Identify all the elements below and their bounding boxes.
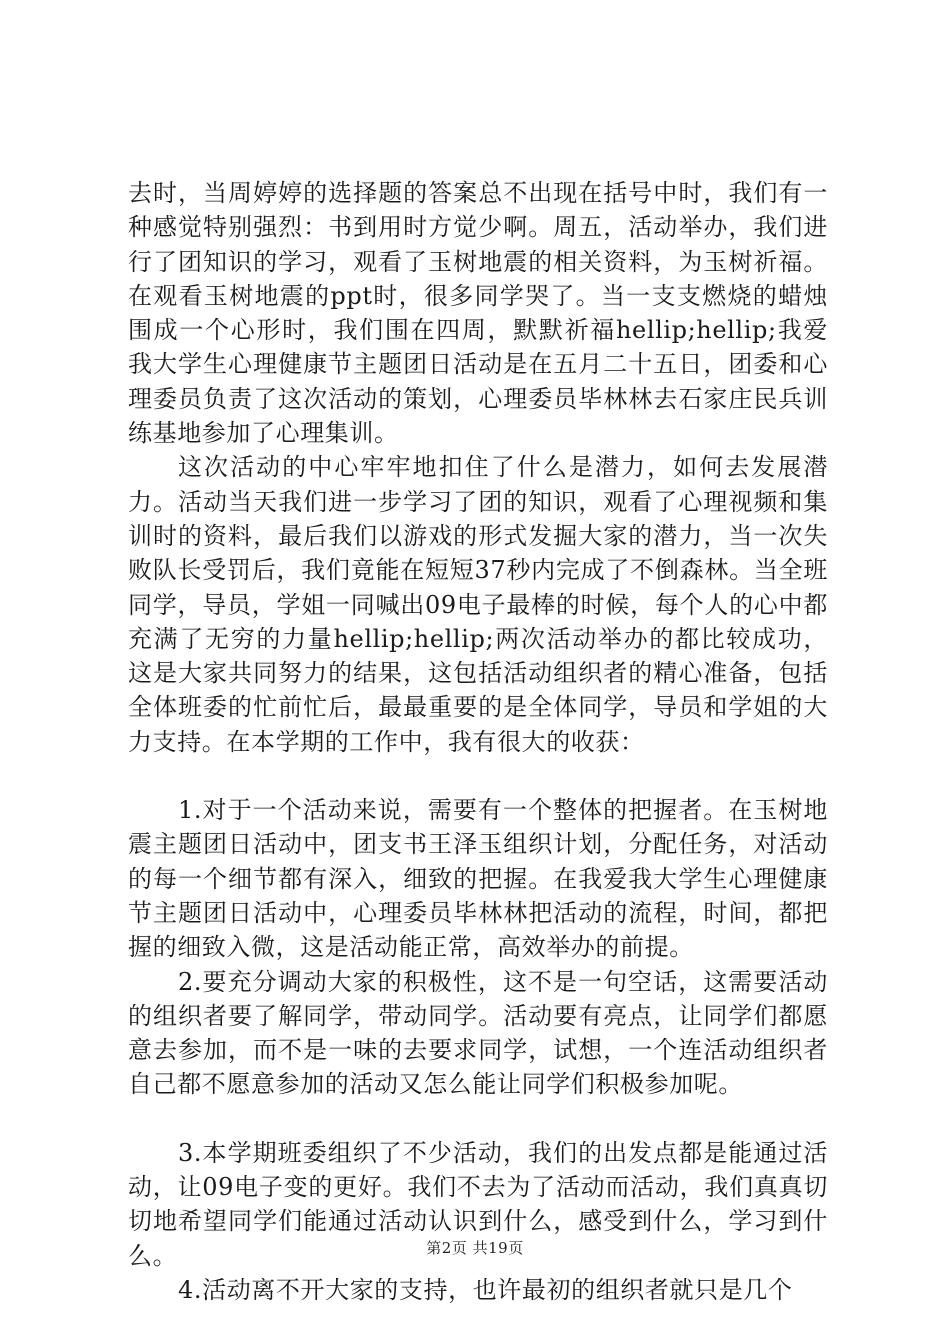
list-item-1: 1.对于一个活动来说，需要有一个整体的把握者。在玉树地震主题团日活动中，团支书王泽玉组织计划，分配任务，对活动的每一个细节都有深入，细致的把握。在我爱我大学生心理健康节主题团日活动中，心理委员毕林林把活动的流程，时间，都把握的细致入微，这是活动能正常，高效举办的前提。 [128,796,828,962]
paragraph-gap [128,759,828,793]
list-item-4: 4.活动离不开大家的支持，也许最初的组织者就只是几个 [178,1275,793,1304]
list-item-2: 2.要充分调动大家的积极性，这不是一句空话，这需要活动的组织者要了解同学，带动同学。活动要有亮点，让同学们都愿意去参加，而不是一味的去要求同学，试想，一个连活动组织者自己都不愿意参加的活动又怎么能让同学们积极参加呢。 [128,967,828,1099]
page-number: 第2页 共19页 [426,1239,524,1257]
body-text [128,176,828,1307]
paragraph-gap [128,1102,828,1136]
paragraph-1: 去时，当周婷婷的选择题的答案总不出现在括号中时，我们有一种感觉特别强烈：书到用时方觉少啊。周五，活动举办，我们进行了团知识的学习，观看了玉树地震的相关资料，为玉树祈福。在观看玉树地震的ppt时，很多同学哭了。当一支支燃烧的蜡烛围成一个心形时，我们围在四周，默默祈福hellip;hellip;我爱我大学生心理健康节主题团日活动是在五月二十五日，团委和心理委员负责了这次活动的策划，心理委员毕林林去石家庄民兵训练基地参加了心理集训。 [128,179,828,448]
list-item-3: 3.本学期班委组织了不少活动，我们的出发点都是能通过活动，让09电子变的更好。我们不去为了活动而活动，我们真真切切地希望同学们能通过活动认识到什么，感受到什么，学习到什么。 [128,1138,828,1270]
paragraph-2: 这次活动的中心牢牢地扣住了什么是潜力，如何去发展潜力。活动当天我们进一步学习了团的知识，观看了心理视频和集训时的资料，最后我们以游戏的形式发掘大家的潜力，当一次失败队长受罚后，我们竟能在短短37秒内完成了不倒森林。当全班同学，导员，学姐一同喊出09电子最棒的时候，每个人的心中都充满了无穷的力量hellip;hellip;两次活动举办的都比较成功，这是大家共同努力的结果，这包括活动组织者的精心准备，包括全体班委的忙前忙后，最最重要的是全体同学，导员和学姐的大力支持。在本学期的工作中，我有很大的收获： [128,453,828,756]
